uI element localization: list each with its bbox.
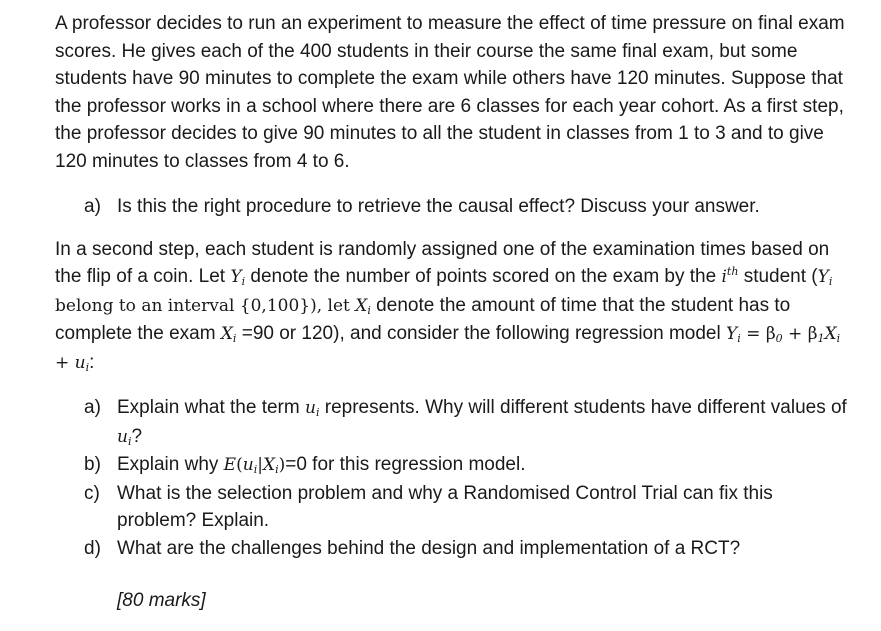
text-run: In a second step, each student is randomly assigned one of the examination times based on the flip of a coin. Let (55, 238, 830, 287)
text-run: Explain why (117, 454, 224, 475)
intro-paragraph: A professor decides to run an experiment to measure the effect of time pressure on final exam scores. He gives each of the 400 students in their course the same final exam, but some students have 90 minutes to complete the exam while others have 120 minutes. Suppose that the professor works in a school where there are 6 classes for each year cohort. As a first step, the professor decides to give 90 minutes to all the student in classes from 1 to 3 and to give 120 minutes to classes from 4 to 6. (55, 13, 845, 172)
text-run-serif: belong to an interval {0,100}), let (55, 295, 356, 316)
question-marker: b) (84, 454, 101, 475)
text-run: denote the number of points scored on the exam by the (245, 266, 722, 287)
question-marker: d) (84, 537, 101, 559)
text-run: ? (131, 425, 143, 447)
text-run: =0 for this regression model. (285, 454, 526, 475)
total-marks: [80 marks] (117, 590, 206, 611)
question-2d (55, 535, 855, 563)
question-2c (55, 480, 855, 535)
question-text: Is this the right procedure to retrieve the causal effect? Discuss your answer. (117, 196, 760, 217)
eq-part: + β (782, 324, 818, 344)
question-2b (55, 451, 855, 480)
math-expectation: $E(u_i|X_i)$ (223, 455, 286, 476)
math-ui: $u_i$ (304, 398, 320, 419)
math-ui: $u_i$ (117, 426, 132, 448)
superscript-th: th (726, 265, 739, 278)
question-marker: a) (84, 397, 101, 418)
math-Yi: $Y_i$ (817, 267, 833, 288)
text-run: denote the amount of time that the student has to complete the exam (55, 294, 791, 344)
math-Xi: $X_i$ (220, 324, 237, 345)
text-run: : (89, 351, 95, 373)
text-run: Explain what the term (117, 397, 305, 418)
question-text: What are the challenges behind the design and implementation of a RCT? (117, 537, 741, 559)
eq-part: = β (740, 324, 776, 344)
math-ith: $i^{th}$ (721, 265, 739, 287)
question-1a (55, 193, 855, 221)
eq-part: + (55, 352, 75, 373)
first-step-questions (55, 193, 855, 221)
math-Xi: $X_i$ (355, 295, 371, 317)
math-Yi: $Y_i$ (230, 267, 246, 288)
regression-equation: $Y_i = \beta_0 + \beta_1X_i + u_i$ (55, 324, 841, 374)
text-run: student ( (738, 266, 818, 287)
second-step-paragraph (55, 236, 855, 378)
question-marker: c) (84, 482, 100, 504)
second-step-questions (55, 394, 855, 562)
text-run: =90 or 120), and consider the following regression model (236, 323, 726, 344)
question-marker: a) (84, 196, 101, 217)
question-2a (55, 394, 855, 451)
exam-question-page (55, 10, 855, 615)
question-text: What is the selection problem and why a Randomised Control Trial can fix this problem? Explain. (117, 482, 773, 531)
text-run: represents. Why will different students have different values of (319, 397, 847, 418)
